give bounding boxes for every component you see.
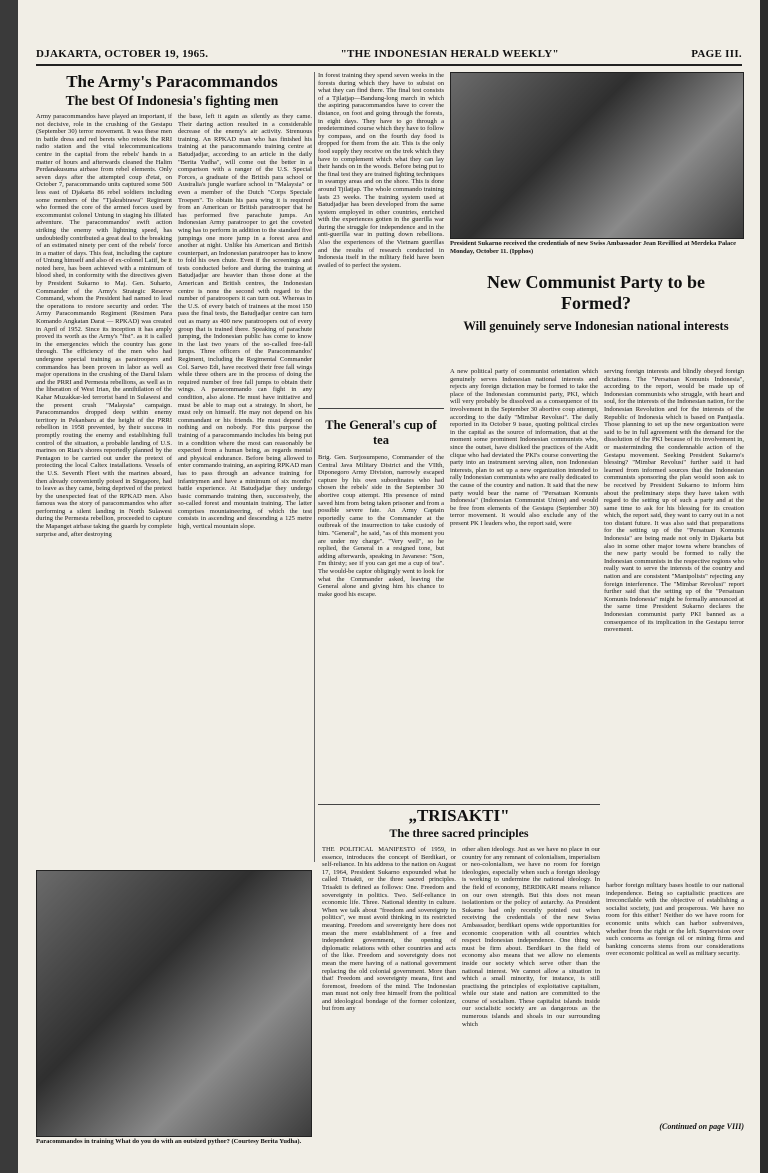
sukarno-photo-caption: President Sukarno received the credentials of new Swiss Ambassador Jean Revilliod at Merdeka Palace Monday, October 11. (Ipphos) [450,240,737,255]
newspaper-page [18,0,760,1173]
header-paper-name: "THE INDONESIAN HERALD WEEKLY" [340,48,559,60]
page-edge-shadow [0,0,18,1173]
article-army-col3: In forest training they spend seven weeks in the forests during which they have to subsist on what they can find there. The final test consists of a Tjilatjap—Bandung-long march in which the aspiring paracommandos have to cover the distance, on foot and going through the forests, in eight days. They have to go through a predetermined course which they have to follow by compass, and on the fourth day food is dropped for them from the air. This is the only food supply they receive on the trek which they have to complement which what they can lay their hands on in the woods. Before being put to the final test they are trained fighting techniques in swampy areas and on the shore. This is done around Tjilatjap. The whole commando training lasts 23 weeks. The training system used at Batudjadjar has been developed from the same system employed in other countries, enriched with the experiences gotten in the guerilla war during the struggle for independence and in the anti-guerilla war in putting down rebellions. Also the experiences of the Vietnam guerillas and the results of research conducted in Indonesia itself in the military field have been availed of to perfect the system. [318,72,444,269]
header-date: DJAKARTA, OCTOBER 19, 1965. [36,48,209,60]
article-trisakti-title: „TRISAKTI" [408,806,510,825]
trisakti-top-rule [318,804,600,805]
article-pki-col2: serving foreign interests and blindly obeyed foreign dictations. The "Persatuan Komunis Indonesia", according to the report, would be made up of Indonesian communists who struggle, with heart and soul, for the interests of the Indonesian nation, for the Indonesian Revolution and for the interests of the Republic of Indonesia which is based on Pantjasila. Those planning to set up the new organization were said to be in full agreement with the demand for the dissolution of the PKI because of its involvement in, or masterminding the condemnable action of the Gestapu movement. Seeking President Sukarno's blessing? "Mimbar Revolusi" further said it had learned from informed sources that the Indonesian communists sponsoring the plan would soon ask to be received by President Sukarno to inform him about the preliminary steps they have taken with regard to the setting up of such a party and at the same time to ask for his blessing for its creation which, the report said, they want to carry out in a not too distant future. It was also said that preparations for the setting up of the "Persatuan Komunis Indonesia" are being made not only in Djakarta but also in some other major towns where branches of the new party would be formed to rally the Indonesian communists in the respective regions who really want to serve the interests of the country and nation and are consistent "Manipolists" rejecting any foreign interference. The "Mimbar Revolusi" report further said that the setting up of the "Persatuan Komunis Indonesia" might be formally announced at the same time President Sukarno declares the Indonesian communist party PKI banned as a consequence of its implication in the Gestapu terror movement. [604,368,744,634]
continued-note: (Continued on page VIII) [659,1122,744,1131]
article-army-title: The Army's Paracommandos [66,72,278,91]
tea-top-rule [318,408,444,409]
article-tea-title: The General's cup of tea [325,418,437,447]
header-page-number: PAGE III. [691,48,742,60]
article-army-col2: the base, left it again as silently as they came. Their daring action resulted in a considerable decrease of the enemy's air activity. Strenuous training. An RPKAD man who has finished his training at the paracommando training centre at Batudjadjar, according to an article in the daily "Berita Yudha", will come out the better in a comparison with a ranger of the U.S. Special Forces, a graduate of the British para school or Australia's jungle warfare school in "Malaysia" or even a member of the Dutch "Corps Speciale Troepen". To obtain his para wing it is required from an American or British paratrooper that he has performed five parachute jumps. An Indonesian Army paratrooper to get the coveted wing has to perform in addition to the standard five jumpings one more jump in a forest area and another at night. Unlike his American and British counterpart, an Indonesian paratrooper has to know to fold his own chute. Even if the screenings and tests conducted before and during the training at Batudjadjar are heavier than those done at the American and British centres, the Indonesian centre is none the second with regard to the number of paratroopers it can turn out. Whereas in the U.S. of every batch of trainees at the most 150 pass the final tests, the Batudjadjar centre can turn out as many as 400 new paratroopers out of every group that is trained there. Speaking of parachute jumping, the Indonesian public has come to know in the last two years of the so-called free-fall jumps. Three officers of the Paracommandos' Regiment, including the Regimental Commander Col. Sarwo Edi, have received their free fall wings while three others are in the process of doing the required number of free fall jumps to obtain their wings. A paracommando can fight in any condition, also alone. He must have initiative and must be able to map out a strategy. In short, he must rely on himself. He may not depend on his commandant or his friends. He must depend on nothing and on nobody. For this purpose the training of a paracommando includes his being put in a condition where the most can reasonably be expected from a human being, as regards mental and physical endurance. Before being allowed to enter commando training, an aspiring RPKAD man has to pass through an advance training for infantrymen and have a minimum of six months' battle experience. At Batudjadjar they undergo basic commando training then, successively, the so-called forest and mountain training. The latter comprises mountaineering, of which the test consists in ascending and descending a 125 metre high, vertical mountain slope. [178,113,312,531]
article-tea-text: Brig. Gen. Surjosumpeno, Commander of the Central Java Military District and the VIIth, Diponegoro Army Division, narrowly escaped capture by his own subordinates who had chosen the rebels' side in the September 30 abortive coup attempt. His presence of mind saved him from being taken prisoner and from a possible severe fate. An Army Captain reportedly came to the Commander at the outbreak of the insurrection to take custody of him. "General", he said, "as of this moment you are under my charge". "Very well", so he replied, the General in a resigned tone, but adding afterwards, speaking in Javanese: "Son, I'm thirsty; see if you can get me a cup of tea". The would-be captor obligingly went to look for what the Commander asked, leaving the General alone and giving him his chance to make good his escape. [318,454,444,598]
article-trisakti-col1: THE POLITICAL MANIFESTO of 1959, in essence, introduces the concept of Berdikari, or self-reliance. In his address to the nation on August 17, 1964, President Sukarno expounded what he called Trisakti, or the three sacred principles. Trisakti is defined as follows: One. Freedom and sovereignty in politics. Two. Self-reliance in economic life. Three. National identity in culture. When we talk about "freedom and sovereignty in politics", we must avoid thinking in its restricted meaning. Freedom and sovereignty here does not mean the mere establishment of a free and independent government, the opening of diplomatic relations with other countries and acts of the like. Freedom and sovereignty does not mean the mere having of a national government replacing the old colonial government. More than that! Freedom and sovereignty means, first and foremost, freedom of the mind. The Indonesian man must not only free himself from the political and ideological bondage of the former colonizer, but from any [322,846,456,1013]
article-pki-title: New Communist Party to be Formed? [487,272,705,313]
army-photo-caption: Paracommandos in training What do you do with an outsized pythor? (Courtesy Berita Yudha). [36,1138,302,1145]
paracommando-python-photo [36,870,312,1137]
column-divider [314,72,315,862]
page-header [36,48,742,64]
article-army-col1: Army paracommandos have played an important, if not decisive, role in the crushing of the Gestapu (September 30) terror movement. It was these men in battle dress and red berets who retook the RRI radio station and the vital telecommunications centre in the capital from the rebels' hands in a matter of hours and afterwards cleaned the Halim Perdanakusuma airbase from rebel elements. Only seven days after the attempted coup d'etat, on October 7, paracommando units captured some 500 less east of Djakarta 86 rebel soldiers including some members of the "Tjakrabirawa" Regiment who formed the core of the armed forces used by excommunist colonel Untung in staging his illfated adventure. The paracommandos' swift action striking the enemy with lightning speed, has undoubtedly contributed a great deal to the breaking of an estimated ninety per cent of the rebels' force in a matter of days. This feat, including the capture of Untung himself and also of ex-colonel Latif, be it noted here, has been achieved with a minimum of blood shed, in conformity with the directives given by President Sukarno to Maj. Gen. Suharto, Commander of the Army's Strategic Reserve Command, whom the President had named to lead the operations to restore security and order. The Army Paracommando Regiment (Resimen Para Komando Angkatan Darat — RPKAD) was created in April of 1952. Since its inception it has amply proved its worth as the Army's "fist". as it is called in the emergencies which the country has gone through. The efficiency of the men who had undergone special training as paratroopers and commandos has been proven in labor as well as major operations in the crushing of the Darul Islam and the PRRI and Permesta rebellions, as well as in the liberation of West Irian, the annihilation of the Kahar Muzakkar-led terrorist band in Sulawesi and the present crush "Malaysia" campaign. Paracommandos dropped deep within enemy territory in Pekanbaru at the height of the PRRI rebellion in 1958 prevented, by their success in promptly routing the enemy and establishing full control of the situation, a probable landing of U.S. marines on Riau's shores reportedly planned by the Pentagon to be carried out under the pretext of protecting the local Caltex installations. Vessels of the U.S. Seventh Fleet with the marines aboard, then already conveniently poised in Singapore, had to leave as they came, being deprived of the pretext by the unexpected feat of the RPKAD men. Also famous was the story of paracommandos who after performing a silent landing in North Sulawesi during the Permesta rebellion, proceeded to capture the Mapanget airbase taking the guards by complete surprise and, after destroying [36,113,172,538]
sukarno-ambassador-photo [450,72,744,239]
article-pki-col1: A new political party of communist orientation which genuinely serves Indonesian national interests and rejects any foreign dictation may be formed to take the place of the Indonesian communist party, PKI, which will very probably be dissolved as a consequence of its involvement in the September 30 abortive coup attempt, according to the daily "Mimbar Revolusi". The daily reported in its October 9 issue, quoting political circles in the capital as the source of information, that at the moment some prominent Indonesian communists who, since the outset, have disliked the practices of the Aidit clique who had deviated the PKI's course converting the party into an instrument serving alien, non Indonesian interests, plan to set up a new organization intended to rally Indonesian communists who are really dedicated to the cause of the country and nation. It said that the new party would bear the name of "Persatuan Komunis Indonesia" (Indonesian Communist Union) and would be free from elements of the Gestapu (September 30) terror movement. It would also exclude any of the present PK I leaders who, the report said, were [450,368,598,527]
header-rule [36,64,742,66]
article-trisakti-col3: harbor foreign military bases hostile to our national independence. Being so capitalistic practices are irreconcilable with the objective of establishing a socialist society, just and prosperous. We have no room for this either! Neither do we have room for economic units which can harbor subversives, whether from the right or the left. Supervision over such concerns as foreign oil or mining firms and banking concerns stems from our considerations over economic political as well as military security. [606,882,744,958]
article-trisakti-col2: other alien ideology. Just as we have no place in our country for any remnant of colonialism, imperialism or neo-colonialism, we have no room for foreign ideologies, especially when such a foreign ideology is working to undermine the national ideology. In the field of economy, BERDIKARI means reliance on our own strength. But this does not mean isolationism or the policy of autarchy. As President Sukarno had only recently pointed out when receiving the credentials of the new Swiss Ambassador, berdikari opens wide opportunities for economic cooperation with all countries which respect Indonesian independence. One thing we must be firm about. Berdikari in the field of economy also means that we allow no elements inside our society which serve other than the national interest. We cannot allow a situation in which a small minority, for instance, is still practising the principles of exploitative capitalism, while our state and nation are committed to the course of socialism. These capitalist islands inside our socialistic society are as dangerous as the numerous islands and shoals in our surrounding which [462,846,600,1028]
article-army-subtitle: The best Of Indonesia's fighting men [65,93,279,108]
article-trisakti-subtitle: The three sacred principles [389,826,529,840]
article-pki-subtitle: Will genuinely serve Indonesian national interests [463,319,729,333]
